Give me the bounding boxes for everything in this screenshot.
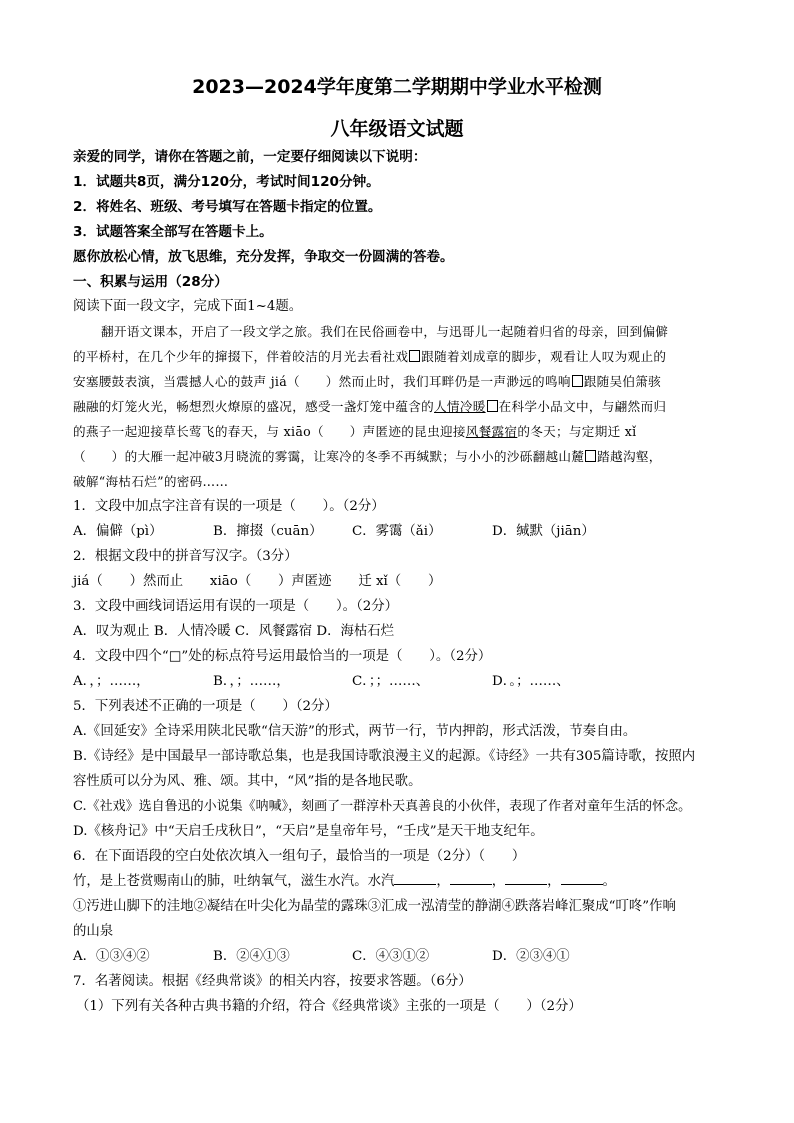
question-3-options: A．叹为观止 B．人情冷暖 C．风餐露宿 D．海枯石烂 — [73, 624, 395, 639]
option-b: B．撺掇（cuān） — [213, 524, 323, 539]
blank-line — [394, 884, 436, 885]
passage-line-5: 的燕子一起迎接草长莺飞的春天，与 xiāo（ ）声匿迹的昆虫迎接风餐露宿的冬天；与定期迁 xǐ — [73, 424, 637, 439]
option-a: A．①③④② — [73, 949, 150, 964]
notice-wish: 愿你放松心情，放飞思维，充分发挥，争取交一份圆满的答卷。 — [73, 249, 454, 265]
option-a: A．，；……， — [73, 674, 150, 689]
passage-line-3: 安塞腰鼓表演，当震撼人心的鼓声 jiá（ ）然而止时，我们耳畔仍是一声渺远的鸣响 跟随吴伯箫骇 — [73, 374, 662, 389]
question-5-option-b-line-1: B.《诗经》是中国最早一部诗歌总集，也是我国诗歌浪漫主义的起源。《诗经》一共有305篇诗歌，按照内 — [73, 749, 696, 764]
question-1-stem: 1．文段中加点字注音有误的一项是（ ）。（2分） — [73, 499, 385, 514]
notice-item-2: 2．将姓名、班级、考号填写在答题卡指定的位置。 — [73, 199, 382, 215]
blank-line — [505, 884, 547, 885]
blank-line — [561, 884, 603, 885]
notice-intro: 亲爱的同学，请你在答题之前，一定要仔细阅读以下说明： — [73, 149, 427, 165]
question-5-option-b-line-2: 容性质可以分为风、雅、颂。其中，“风”指的是各地民歌。 — [73, 774, 422, 789]
punctuation-box-icon — [585, 450, 596, 462]
blank-line — [450, 884, 492, 885]
passage-line-2: 的平桥村，在几个少年的撺掇下，伴着皎洁的月光去看社戏 跟随着刘成章的脚步，观看让人叹为观止的 — [73, 349, 667, 364]
question-3-stem: 3．文段中画线词语运用有误的一项是（ ）。（2分） — [73, 599, 399, 614]
option-d: D．缄默（jiān） — [492, 524, 595, 539]
exam-title: 2023—2024学年度第二学期期中学业水平检测 — [192, 76, 602, 98]
question-2-stem: 2．根据文段中的拼音写汉字。（3分） — [73, 549, 298, 564]
option-b: B．②④①③ — [213, 949, 290, 964]
question-4-stem: 4．文段中四个“□”处的标点符号运用最恰当的一项是（ ）。（2分） — [73, 649, 492, 664]
question-6-sentences-cont: 的山泉 — [73, 924, 114, 939]
notice-item-3: 3．试题答案全部写在答题卡上。 — [73, 224, 273, 240]
question-5-stem: 5．下列表述不正确的一项是（ ）（2分） — [73, 699, 338, 714]
notice-item-1: 1．试题共8页，满分120分，考试时间120分钟。 — [73, 174, 380, 190]
question-2-line: jiá（ ）然而止 xiāo（ ）声匿迹 迁 xǐ（ ） — [73, 574, 442, 589]
passage-line-1: 翻开语文课本，开启了一段文学之旅。我们在民俗画卷中，与迅哥儿一起随着归省的母亲，回到偏僻 — [101, 324, 669, 339]
question-5-option-d: D.《核舟记》中“天启壬戌秋日”，“天启”是皇帝年号，“壬戌”是天干地支纪年。 — [73, 824, 544, 839]
option-b: B．，；……， — [213, 674, 290, 689]
passage-line-6: （ ）的大雁一起冲破3月晓流的雾霭，让寒冷的冬季不再缄默；与小小的沙砾翻越山麓 踏越沟壑， — [73, 449, 662, 464]
option-a: A．偏僻（pì） — [73, 524, 163, 539]
question-7-sub-1: （1）下列有关各种古典书籍的介绍，符合《经典常谈》主张的一项是（ ）（2分） — [76, 999, 582, 1014]
passage-line-7: 破解“海枯石烂”的密码…… — [73, 474, 229, 489]
exam-subtitle: 八年级语文试题 — [330, 118, 464, 140]
option-d: D．②③④① — [492, 949, 570, 964]
option-c: C．；；……、 — [352, 674, 430, 689]
question-6-text: 竹，是上苍赏赐南山的肺，吐纳氧气，滋生水汽。水汽 ， ， ， 。 — [73, 874, 616, 889]
section-heading: 一、积累与运用（28分） — [73, 274, 228, 290]
question-6-sentences: ①汚进山脚下的洼地②凝结在叶尖化为晶莹的露珠③汇成一泓清莹的静湖④跌落岩峰汇聚成“叮咚”作响 — [73, 899, 676, 914]
section-instruction: 阅读下面一段文字，完成下面1~4题。 — [73, 299, 303, 314]
punctuation-box-icon — [409, 350, 420, 362]
option-c: C．雾霭（ǎi） — [352, 524, 442, 539]
question-5-option-a: A.《回延安》全诗采用陕北民歌“信天游”的形式，两节一行，节内押韵，形式活泼，节奏自由。 — [73, 724, 637, 739]
punctuation-box-icon — [572, 375, 583, 387]
underlined-phrase: 风餐露宿 — [465, 424, 518, 439]
question-7-stem: 7．名著阅读。根据《经典常谈》的相关内容，按要求答题。（6分） — [73, 974, 472, 989]
underlined-phrase: 人情冷暖 — [434, 399, 486, 414]
question-5-option-c: C.《社戏》选自鲁迅的小说集《呐喊》，刻画了一群淳朴天真善良的小伙伴，表现了作者对童年生活的怀念。 — [73, 799, 692, 814]
option-c: C．④③①② — [352, 949, 430, 964]
punctuation-box-icon — [487, 400, 498, 412]
passage-line-4: 融融的灯笼火光，畅想烈火燎原的盛况，感受一盏灯笼中蕴含的人情冷暖 在科学小品文中，与翩然而归 — [73, 399, 667, 414]
question-6-stem: 6．在下面语段的空白处依次填入一组句子，最恰当的一项是（2分）（ ） — [73, 849, 526, 864]
option-d: D．。；……、 — [492, 674, 570, 689]
